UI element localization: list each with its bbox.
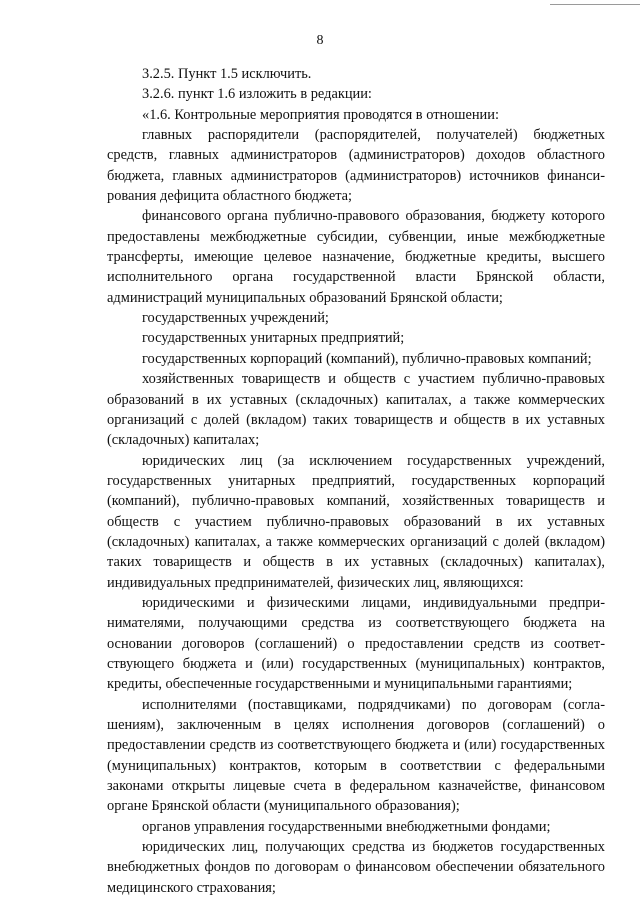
document-body: [107, 64, 605, 898]
paragraph-item: государственных корпораций (компаний), публично-правовых компаний;: [142, 350, 592, 367]
paragraph-subitem: юридическими и физическими лицами, индивидуальными предпринимателями, получающими средства из соответствующего бюджета на основании договоров (соглашений) о предоставлении средств из соответствующего бюджета и (или) государственных (муниципальных) контрактов, кредиты, обеспеченные государственными и муниципальными гарантиями;: [107, 594, 605, 693]
paragraph-item: главных распорядители (распорядителей, получателей) бюджетных средств, главных администраторов (администраторов) доходов областного бюджета, главных администраторов (администраторов) источников финансирования дефицита областного бюджета;: [107, 127, 605, 205]
paragraph-item: государственных унитарных предприятий;: [142, 330, 405, 347]
paragraph-1-6-intro: «1.6. Контрольные мероприятия проводятся в отношении:: [142, 106, 499, 123]
paragraph-item: хозяйственных товариществ и обществ с участием публично-правовых образований в их уставных (складочных) капиталах, а также коммерческих организаций с долей (вкладом) таких товариществ и обществ в их уставных (складочных) капиталах;: [107, 371, 605, 449]
paragraph-3-2-6: 3.2.6. пункт 1.6 изложить в редакции:: [142, 86, 372, 103]
paragraph-3-2-5: 3.2.5. Пункт 1.5 исключить.: [142, 66, 312, 82]
top-edge-rule: [550, 4, 640, 5]
paragraph-item: органов управления государственными внебюджетными фондами;: [142, 818, 551, 835]
paragraph-item: государственных учреждений;: [142, 310, 329, 327]
paragraph-item: финансового органа публично-правового образования, бюджету которого предоставлены межбюджетные субсидии, субвенции, иные межбюджетные трансферты, имеющие целевое назначение, бюджетные кредиты, высшего исполнительного органа государственной власти Брянской области, администраций муниципальных образований Брянской области;: [107, 208, 605, 306]
page-number: 8: [316, 33, 324, 48]
paragraph-item: юридических лиц, получающих средства из бюджетов государственных внебюджетных фондов по договорам о финансовом обеспечении обязательного медицинского страхования;: [107, 839, 605, 896]
paragraph-subitem: исполнителями (поставщиками, подрядчиками) по договорам (соглашениям), заключенным в целях исполнения договоров (соглашений) о предоставлении средств из соответствующего бюджета и (или) государственных (муниципальных) контрактов, которым в соответствии с федеральными законами открыты лицевые счета в федеральном казначействе, финансовом органе Брянской области (муниципального образования);: [107, 696, 605, 815]
paragraph-item: юридических лиц (за исключением государственных учреждений, государственных унитарных предприятий, государственных корпораций (компаний), публично-правовых компаний, хозяйственных товариществ и обществ с участием публично-правовых образований в их уставных (складочных) капиталах, а также коммерческих организаций с долей (вкладом) таких товариществ и обществ в их уставных (складочных) капиталах), индивидуальных предпринимателей, физических лиц, являющихся:: [107, 452, 605, 591]
